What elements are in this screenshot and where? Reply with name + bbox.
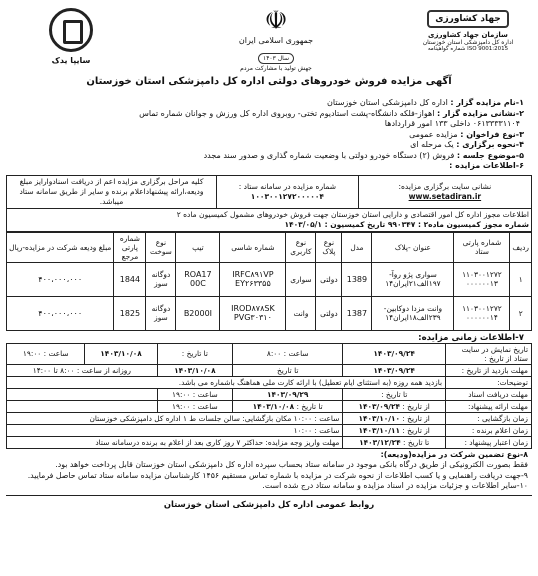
- header: [6, 4, 532, 92]
- col-title: عنوان -پلاک: [372, 232, 454, 262]
- iran-emblem: [238, 6, 314, 72]
- cell-model: 1387: [342, 296, 372, 330]
- timing-to-label: تا تاریخ :: [157, 343, 232, 364]
- saipa-logo-text: سایپا یدک: [51, 56, 91, 65]
- cell-fuel: دوگانه سوز: [146, 262, 176, 296]
- timing-row: [7, 388, 532, 400]
- number-value: ۱۰۰۳۰۰۱۲۷۲۰۰۰۰۰۴: [250, 191, 324, 201]
- timing-row: [7, 412, 532, 424]
- permit-cell: [7, 208, 532, 231]
- timing-note: بازدید همه روزه (به استثنای ایام تعطیل) با ارائه کارت ملی هماهنگ باشماره می باشد.: [7, 376, 446, 388]
- cell-plate-type: دولتی: [316, 296, 342, 330]
- timing-section-title: ۷-اطلاعات زمانی مزایده:: [418, 332, 524, 343]
- timing-label: مهلت بازدید از تاریخ :: [446, 364, 532, 376]
- number-cell: [217, 175, 359, 208]
- timing-row: [7, 343, 532, 364]
- timing-row: [7, 364, 532, 376]
- vehicles-table: [6, 232, 532, 331]
- info-l1-value: اداره کل دامپزشکی استان خوزستان: [327, 98, 448, 107]
- emblem-icon: ☫: [264, 6, 288, 36]
- ministry-badge: جهاد کشاورزی: [427, 10, 509, 28]
- cell-title: سواری پژو روآ- ۱۹۷الف۲۱ایران۱۴: [372, 262, 454, 296]
- cell-chassis: IRFC۸۹۱VP EY۲۶۳۳۵۵: [220, 262, 286, 296]
- site-label: نشانی سایت برگزاری مزایده:: [398, 181, 492, 191]
- timing-from: از تاریخ : ۱۴۰۳/۱۰/۱۰: [343, 412, 446, 424]
- timing-date: ۱۴۰۳/۱۰/۰۸: [85, 343, 157, 364]
- ministry-name: سازمان جهاد کشاورزی: [428, 31, 508, 39]
- timing-to-label: تا تاریخ: [233, 364, 343, 376]
- iso-line: ISO 9001:2015 شماره گواهینامه: [427, 46, 509, 52]
- cell-plate-type: دولتی: [316, 262, 342, 296]
- saipa-logo-icon: [49, 8, 93, 52]
- year-seal: سال ۱۴۰۳: [258, 53, 294, 64]
- timing-hours: روزانه از ساعت : ۸:۰۰ تا ۱۴:۰۰: [7, 364, 158, 376]
- info-l6-label: ۶-اطلاعات مزایده :: [449, 161, 524, 170]
- timing-date: ۱۴۰۳/۰۹/۲۴: [343, 343, 446, 364]
- cell-party: ۱۱۰۳۰۰۱۲۷۲ ۰۰۰۰۰۰۱۳: [454, 262, 510, 296]
- site-cell: [358, 175, 531, 208]
- auction-site-table: [6, 175, 532, 232]
- info-l2b-value: ۰۶۱۳۳۳۳۱۱۰۴ داخلی ۱۳۳ امور قراردادها: [384, 119, 520, 128]
- info-l3-value: مزایده عمومی: [409, 129, 458, 139]
- col-deposit: مبلغ ودیعه شرکت در مزایده-ریال: [7, 232, 114, 262]
- col-row: ردیف: [510, 232, 532, 262]
- col-usage: نوع کاربری: [286, 232, 316, 262]
- timing-note: مهلت واریز وجه مزایده: حداکثر ۷ روز کاری بعد از اعلام به برنده درسامانه ستاد: [7, 436, 343, 448]
- cell-ref-party: 1825: [114, 296, 146, 330]
- timing-row: [7, 400, 532, 412]
- cell-ref-party: 1844: [114, 262, 146, 296]
- emblem-slogan: جهش تولید با مشارکت مردم: [240, 65, 312, 72]
- cell-usage: سواری: [286, 262, 316, 296]
- info-l2-value: اهواز-فلکه دانشگاه-پشت استادیوم تختی- روبروی اداره کل ورزش و جوانان شماره تماس: [139, 108, 435, 118]
- info-l1-label: ۱-نام مزایده گزار :: [450, 98, 524, 107]
- permit-line: اطلاعات مجوز اداره کل امور اقتصادی و دارایی استان خوزستان جهت فروش خودروهای مشمول کمیسیون ماده ۲: [176, 209, 529, 219]
- vehicles-header-row: [7, 232, 532, 262]
- timing-date: ۱۴۰۳/۱۰/۰۸: [157, 364, 232, 376]
- timing-from: از تاریخ : ۱۴۰۳/۱۰/۱۱: [343, 424, 446, 436]
- cell-type: ROA17 00C: [176, 262, 220, 296]
- info-l3-label: ۳-نوع فراخوان :: [460, 129, 524, 139]
- timing-row: [7, 424, 532, 436]
- timing-from: از تاریخ : ۱۴۰۳/۰۹/۲۴: [343, 400, 446, 412]
- col-type: تیپ: [176, 232, 220, 262]
- note-8-body: فقط بصورت الکترونیکی از طریق درگاه بانکی موجود در سامانه ستاد بحساب سپرده اداره کل دامپزشکی استان خوزستان قابل پرداخت خواهد بود.: [55, 460, 528, 470]
- cell-row: ۱: [510, 262, 532, 296]
- info-l4-value: یک مرحله ای: [410, 140, 454, 149]
- cell-title: وانت مزدا دوکابین- ۲۳۹الف۱۸ایران۱۴: [372, 296, 454, 330]
- timing-date: ۱۴۰۳/۰۹/۲۹: [233, 388, 343, 400]
- notice-info: [6, 98, 532, 172]
- timing-row: [7, 376, 532, 388]
- site-url[interactable]: www.setadiran.ir: [408, 191, 482, 201]
- timing-label: زمان اعتبار پیشنهاد :: [446, 436, 532, 448]
- table-row: [7, 262, 532, 296]
- timing-to: تا تاریخ : ۱۴۰۳/۱۲/۲۴: [343, 436, 446, 448]
- timing-table: [6, 343, 532, 449]
- info-l5-value: فروش (۲) دستگاه خودرو دولتی با وضعیت شماره گذاری و صدور سند مجدد: [203, 150, 455, 160]
- timing-label: مهلت دریافت اسناد: [446, 388, 532, 400]
- cell-usage: وانت: [286, 296, 316, 330]
- timing-time: ساعت : ۱۹:۰۰: [157, 400, 232, 412]
- col-ref-party: شماره پارتی مرجع: [114, 232, 146, 262]
- timing-to: تا تاریخ : ۱۴۰۳/۱۰/۰۸: [233, 400, 343, 412]
- note-10: ۱۰-سایر اطلاعات و جزئیات مزایده در اسناد مزایده و سامانه ستاد درج شده است.: [262, 481, 528, 491]
- emblem-title: جمهوری اسلامی ایران: [238, 36, 314, 45]
- col-party: شماره پارتی ستاد: [454, 232, 510, 262]
- note-9: ۹-جهت دریافت راهنمایی و یا کسب اطلاعات از نحوه شرکت در مزایده با شماره تماس مستقیم ۱۴۵۶ کارشناسان مزایده سامانه ستاد تماس حاصل فرمایید.: [27, 470, 528, 480]
- cell-chassis: IROD۸۷۸SK PVG۳۰۳۱۰: [220, 296, 286, 330]
- timing-label: زمان بازگشایی :: [446, 412, 532, 424]
- notes: [6, 450, 532, 492]
- timing-time: ساعت : ۱۹:۰۰: [7, 343, 85, 364]
- permit-number-line: شماره مجوز کمیسیون ماده۲ : ۹۹۰۳۴۷ تاریخ کمیسیون : ۱۴۰۳/۰۵/۱: [284, 219, 529, 229]
- col-fuel: نوع سوخت: [146, 232, 176, 262]
- cell-deposit: ۴۰۰،۰۰۰،۰۰۰: [7, 296, 114, 330]
- saipa-logo: [12, 8, 130, 65]
- cell-deposit: ۴۰۰،۰۰۰،۰۰۰: [7, 262, 114, 296]
- timing-time: ساعت : ۸:۰۰: [233, 343, 343, 364]
- info-l5-label: ۵-موضوع جلسه :: [456, 150, 524, 160]
- note-8-title: ۸-نوع تضمین شرکت در مزایده(ودیعه):: [380, 449, 528, 459]
- timing-note: ساعت : ۱۰:۰۰ مکان بازگشایی: سالن جلسات ط ۱ اداره کل دامپزشکی خوزستان: [7, 412, 343, 424]
- col-plate-type: نوع پلاک: [316, 232, 342, 262]
- info-l4-label: ۴-نحوه برگزاری :: [456, 140, 524, 149]
- timing-date: ۱۴۰۳/۰۹/۲۴: [343, 364, 446, 376]
- timing-label: تاریخ نمایش در سایت ستاد از تاریخ :: [446, 343, 532, 364]
- col-chassis: شماره شاسی: [220, 232, 286, 262]
- cell-party: ۱۱۰۳۰۰۱۲۷۲ ۰۰۰۰۰۰۱۴: [454, 296, 510, 330]
- info-l2-label: ۲-نشانی مزایده گزار :: [436, 108, 524, 118]
- number-label: شماره مزایده در سامانه ستاد :: [238, 181, 336, 191]
- timing-row: [7, 436, 532, 448]
- timing-label: مهلت ارائه پیشنهاد:: [446, 400, 532, 412]
- timing-note: ساعت : ۱۰:۰۰: [7, 424, 343, 436]
- table-row: [7, 296, 532, 330]
- cell-fuel: دوگانه سوز: [146, 296, 176, 330]
- cell-type: B2000I: [176, 296, 220, 330]
- notice-title: آگهی مزایده فروش خودروهای دولتی اداره کل دامپزشکی استان خوزستان: [86, 76, 452, 87]
- ministry-logo: [408, 6, 528, 52]
- col-model: مدل: [342, 232, 372, 262]
- timing-time: ساعت : ۱۹:۰۰: [157, 388, 232, 400]
- timing-to-label: تا تاریخ :: [343, 388, 446, 400]
- timing-label: زمان اعلام برنده :: [446, 424, 532, 436]
- cell-model: 1389: [342, 262, 372, 296]
- timing-label: توضیحات:: [446, 376, 532, 388]
- cell-row: ۲: [510, 296, 532, 330]
- org-name: اداره کل دامپزشکی استان خوزستان: [422, 39, 514, 46]
- footer-signature: روابط عمومی اداره کل دامپزشکی استان خوزستان: [6, 495, 532, 509]
- note-cell: کلیه مراحل برگزاری مزایده اعم از دریافت اسنادوارایز مبلغ ودیعه،ارائه پیشنهاداعلام برنده و سایر از طریق سامانه ستاد میباشد.: [7, 175, 217, 208]
